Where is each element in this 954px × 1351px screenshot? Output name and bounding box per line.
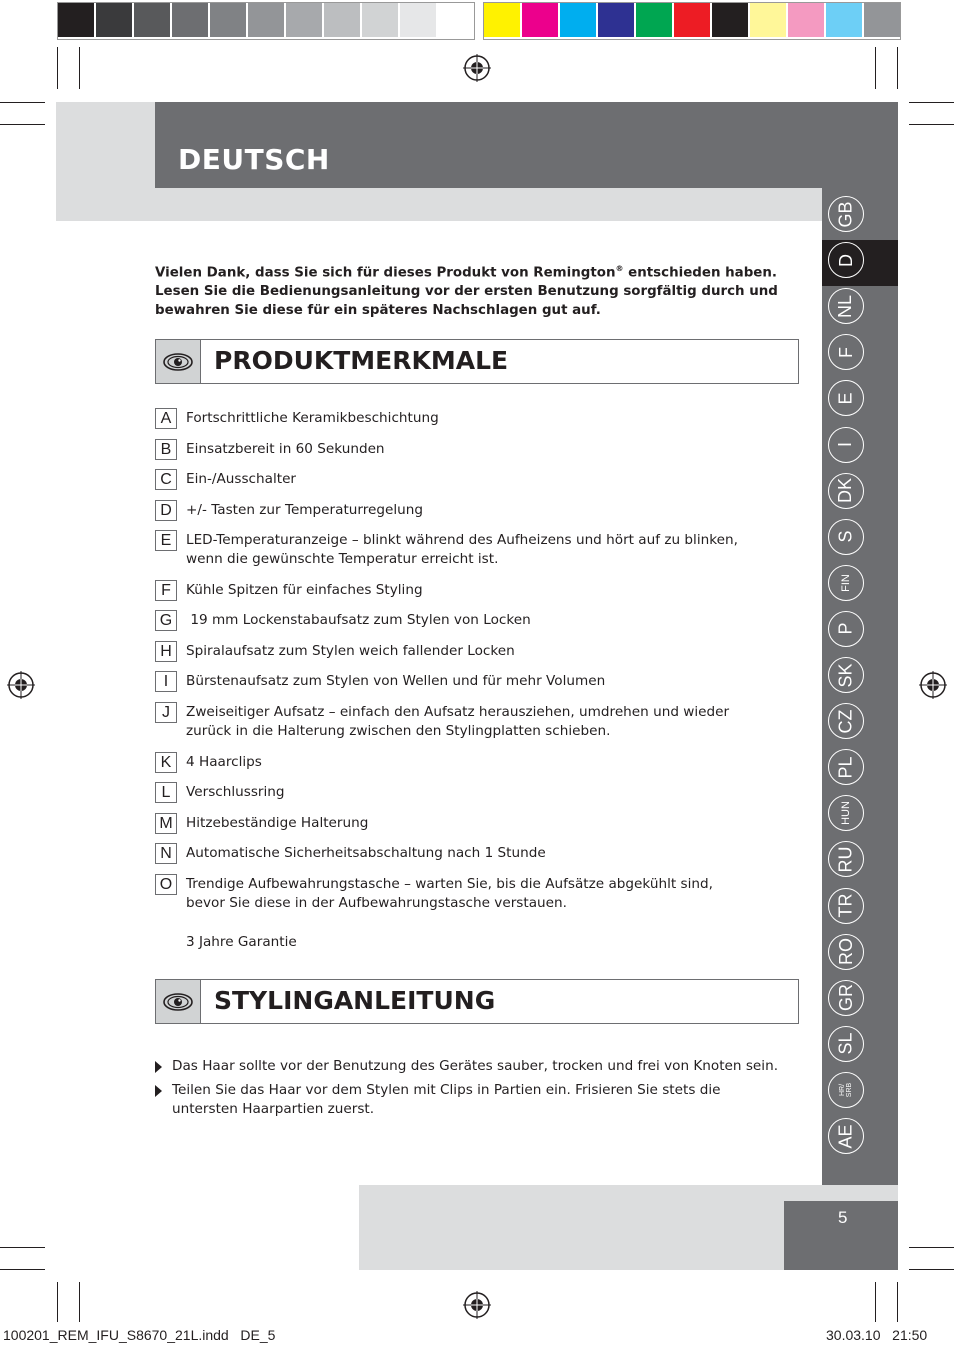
language-code: S [835, 530, 856, 543]
feature-text-line: Bürstenaufsatz zum Stylen von Wellen und für mehr Volumen [186, 673, 606, 689]
language-tab-sk[interactable] [828, 657, 864, 693]
crop-mark [79, 47, 80, 89]
language-code: FIN [839, 573, 852, 592]
color-swatch [674, 3, 712, 37]
color-swatch [134, 3, 172, 37]
crop-mark [909, 1269, 954, 1270]
language-code: TR [835, 893, 856, 918]
feature-text-line: Ein-/Ausschalter [186, 471, 297, 487]
language-code: RO [835, 938, 856, 966]
section-header-styling [155, 979, 799, 1024]
eye-icon [156, 340, 201, 383]
feature-text-line: Kühle Spitzen für einfaches Styling [186, 582, 423, 598]
language-tab-fin[interactable] [828, 565, 864, 601]
feature-text-line: +/- Tasten zur Temperaturregelung [186, 502, 424, 518]
intro-line: entschieden haben. [623, 265, 777, 281]
language-code: DK [835, 478, 856, 504]
registration-mark-icon [463, 1291, 491, 1319]
section-header-features [155, 339, 799, 384]
feature-text [186, 501, 786, 520]
feature-letter: F [155, 580, 177, 601]
color-swatch [598, 3, 636, 37]
language-tab-i[interactable] [828, 427, 864, 463]
crop-mark [909, 124, 954, 125]
registered-mark: ® [615, 264, 624, 273]
section-title: PRODUKTMERKMALE [214, 346, 509, 375]
feature-letter: G [155, 610, 177, 631]
feature-letter: H [155, 641, 177, 662]
feature-letter: E [155, 530, 177, 551]
language-code: HUN [840, 801, 852, 826]
crop-mark [57, 1282, 58, 1322]
intro-text [155, 259, 795, 320]
color-swatch [864, 3, 900, 37]
color-swatch [560, 3, 598, 37]
color-swatch [96, 3, 134, 37]
page-title: DEUTSCH [178, 143, 330, 176]
eye-icon [156, 980, 201, 1023]
crop-mark [875, 47, 876, 89]
feature-text-line: 4 Haarclips [186, 754, 262, 770]
language-code: PL [835, 756, 856, 779]
color-swatch [750, 3, 788, 37]
feature-text-line: Automatische Sicherheitsabschaltung nach 1 Stunde [186, 845, 546, 861]
color-swatch [286, 3, 324, 37]
color-swatch [826, 3, 864, 37]
bullet-text-line: Teilen Sie das Haar vor dem Stylen mit Clips in Partien ein. Frisieren Sie stets die [172, 1082, 721, 1098]
page-number: 5 [838, 1208, 848, 1227]
language-code: AE [835, 1123, 856, 1149]
language-tab-hr-srb[interactable] [828, 1072, 864, 1108]
intro-line: bewahren Sie diese für ein späteres Nachschlagen gut auf. [155, 303, 601, 319]
feature-letter: K [155, 752, 177, 773]
warranty-text: 3 Jahre Garantie [186, 934, 297, 950]
bullet-text-line: untersten Haarpartien zuerst. [172, 1101, 375, 1117]
color-swatch [438, 3, 474, 37]
language-tab-gr[interactable] [828, 980, 864, 1016]
feature-letter: D [155, 500, 177, 521]
feature-text [186, 753, 786, 772]
language-code: SL [835, 1032, 856, 1055]
feature-letter: L [155, 782, 177, 803]
crop-mark [909, 102, 954, 103]
language-tab-tr[interactable] [828, 888, 864, 924]
feature-text-line: Fortschrittliche Keramikbeschichtung [186, 410, 439, 426]
color-swatch [58, 3, 96, 37]
crop-mark [0, 1269, 45, 1270]
language-code: E [835, 392, 856, 405]
color-swatch [324, 3, 362, 37]
color-swatch [484, 3, 522, 37]
language-code: F [835, 346, 856, 358]
feature-text-line: bevor Sie diese in der Aufbewahrungstasche verstauen. [186, 895, 567, 911]
registration-mark-icon [463, 54, 491, 82]
language-tab-sl[interactable] [828, 1026, 864, 1062]
feature-text [186, 672, 786, 691]
section-title: STYLINGANLEITUNG [214, 986, 496, 1015]
crop-mark [909, 1247, 954, 1248]
language-tab-cz[interactable] [828, 703, 864, 739]
feature-text [186, 581, 786, 600]
crop-mark [0, 102, 45, 103]
feature-text [186, 470, 786, 489]
feature-text [186, 844, 786, 863]
crop-mark [897, 47, 898, 89]
bullet-text-line: Das Haar sollte vor der Benutzung des Gerätes sauber, trocken und frei von Knoten sein. [172, 1058, 779, 1074]
feature-letter: C [155, 469, 177, 490]
date-slug: 30.03.10 21:50 [826, 1327, 928, 1343]
crop-mark [875, 1282, 876, 1322]
feature-text-line: zurück in die Halterung zwischen den Stylingplatten schieben. [186, 723, 611, 739]
crop-mark [57, 47, 58, 89]
language-code: P [835, 622, 856, 635]
feature-text [186, 814, 786, 833]
gray-swatch-bar [57, 2, 475, 40]
color-swatch [172, 3, 210, 37]
feature-text [186, 642, 786, 661]
feature-text [186, 440, 786, 459]
language-tab-d[interactable] [828, 242, 864, 278]
color-swatch-bar [483, 2, 901, 40]
language-tab-pl[interactable] [828, 749, 864, 785]
feature-text-line: LED-Temperaturanzeige – blinkt während des Aufheizens und hört auf zu blinken, [186, 532, 738, 548]
language-tab-ro[interactable] [828, 934, 864, 970]
language-code: GR [835, 984, 856, 1012]
feature-text-line: Trendige Aufbewahrungstasche – warten Sie, bis die Aufsätze abgekühlt sind, [186, 876, 713, 892]
feature-text-line: Einsatzbereit in 60 Sekunden [186, 441, 385, 457]
language-code: D [835, 253, 856, 267]
feature-text-line: 19 mm Lockenstabaufsatz zum Stylen von Locken [186, 612, 531, 628]
intro-line: Lesen Sie die Bedienungsanleitung vor der ersten Benutzung sorgfältig durch und [155, 284, 778, 300]
feature-text-line: wenn die gewünschte Temperatur erreicht ist. [186, 551, 499, 567]
color-swatch [400, 3, 438, 37]
color-swatch [788, 3, 826, 37]
feature-letter: J [155, 702, 177, 723]
language-tab-nl[interactable] [828, 288, 864, 324]
file-slug: 100201_REM_IFU_S8670_21L.indd DE_5 [3, 1327, 276, 1343]
feature-text-line: Zweiseitiger Aufsatz – einfach den Aufsatz herausziehen, umdrehen und wieder [186, 704, 730, 720]
color-swatch [712, 3, 750, 37]
triangle-bullet-icon [155, 1085, 162, 1097]
color-swatch [248, 3, 286, 37]
feature-letter: I [155, 671, 177, 692]
crop-mark [0, 1247, 45, 1248]
language-code: HR/ SRB [839, 1082, 853, 1098]
language-tab-gb[interactable] [828, 196, 864, 232]
intro-line: Vielen Dank, dass Sie sich für dieses Produkt von Remington [155, 265, 616, 281]
language-tab-ae[interactable] [828, 1118, 864, 1154]
feature-letter: O [155, 874, 177, 895]
color-swatch [636, 3, 674, 37]
language-tab-s[interactable] [828, 519, 864, 555]
feature-letter: M [155, 813, 177, 834]
bullet-text [172, 1081, 792, 1119]
color-swatch [362, 3, 400, 37]
feature-text [186, 409, 786, 428]
feature-letter: B [155, 439, 177, 460]
crop-mark [0, 124, 45, 125]
language-code: GB [835, 200, 856, 228]
feature-text [186, 703, 786, 741]
feature-text-line: Hitzebeständige Halterung [186, 815, 369, 831]
crop-mark [897, 1282, 898, 1322]
registration-mark-icon [7, 671, 35, 699]
feature-letter: A [155, 408, 177, 429]
language-code: RU [835, 846, 856, 873]
color-swatch [210, 3, 248, 37]
language-tab-dk[interactable] [828, 473, 864, 509]
color-swatch [522, 3, 560, 37]
bullet-text [172, 1057, 792, 1076]
language-tab-p[interactable] [828, 611, 864, 647]
language-code: CZ [835, 709, 856, 734]
feature-text [186, 783, 786, 802]
crop-mark [79, 1282, 80, 1322]
feature-text [186, 611, 786, 630]
feature-text [186, 875, 786, 913]
feature-text-line: Spiralaufsatz zum Stylen weich fallender Locken [186, 643, 515, 659]
feature-text [186, 531, 786, 569]
registration-mark-icon [919, 671, 947, 699]
triangle-bullet-icon [155, 1061, 162, 1073]
language-code: NL [835, 294, 856, 318]
language-code: SK [835, 662, 856, 688]
feature-text-line: Verschlussring [186, 784, 285, 800]
language-code: I [835, 441, 856, 448]
feature-letter: N [155, 843, 177, 864]
